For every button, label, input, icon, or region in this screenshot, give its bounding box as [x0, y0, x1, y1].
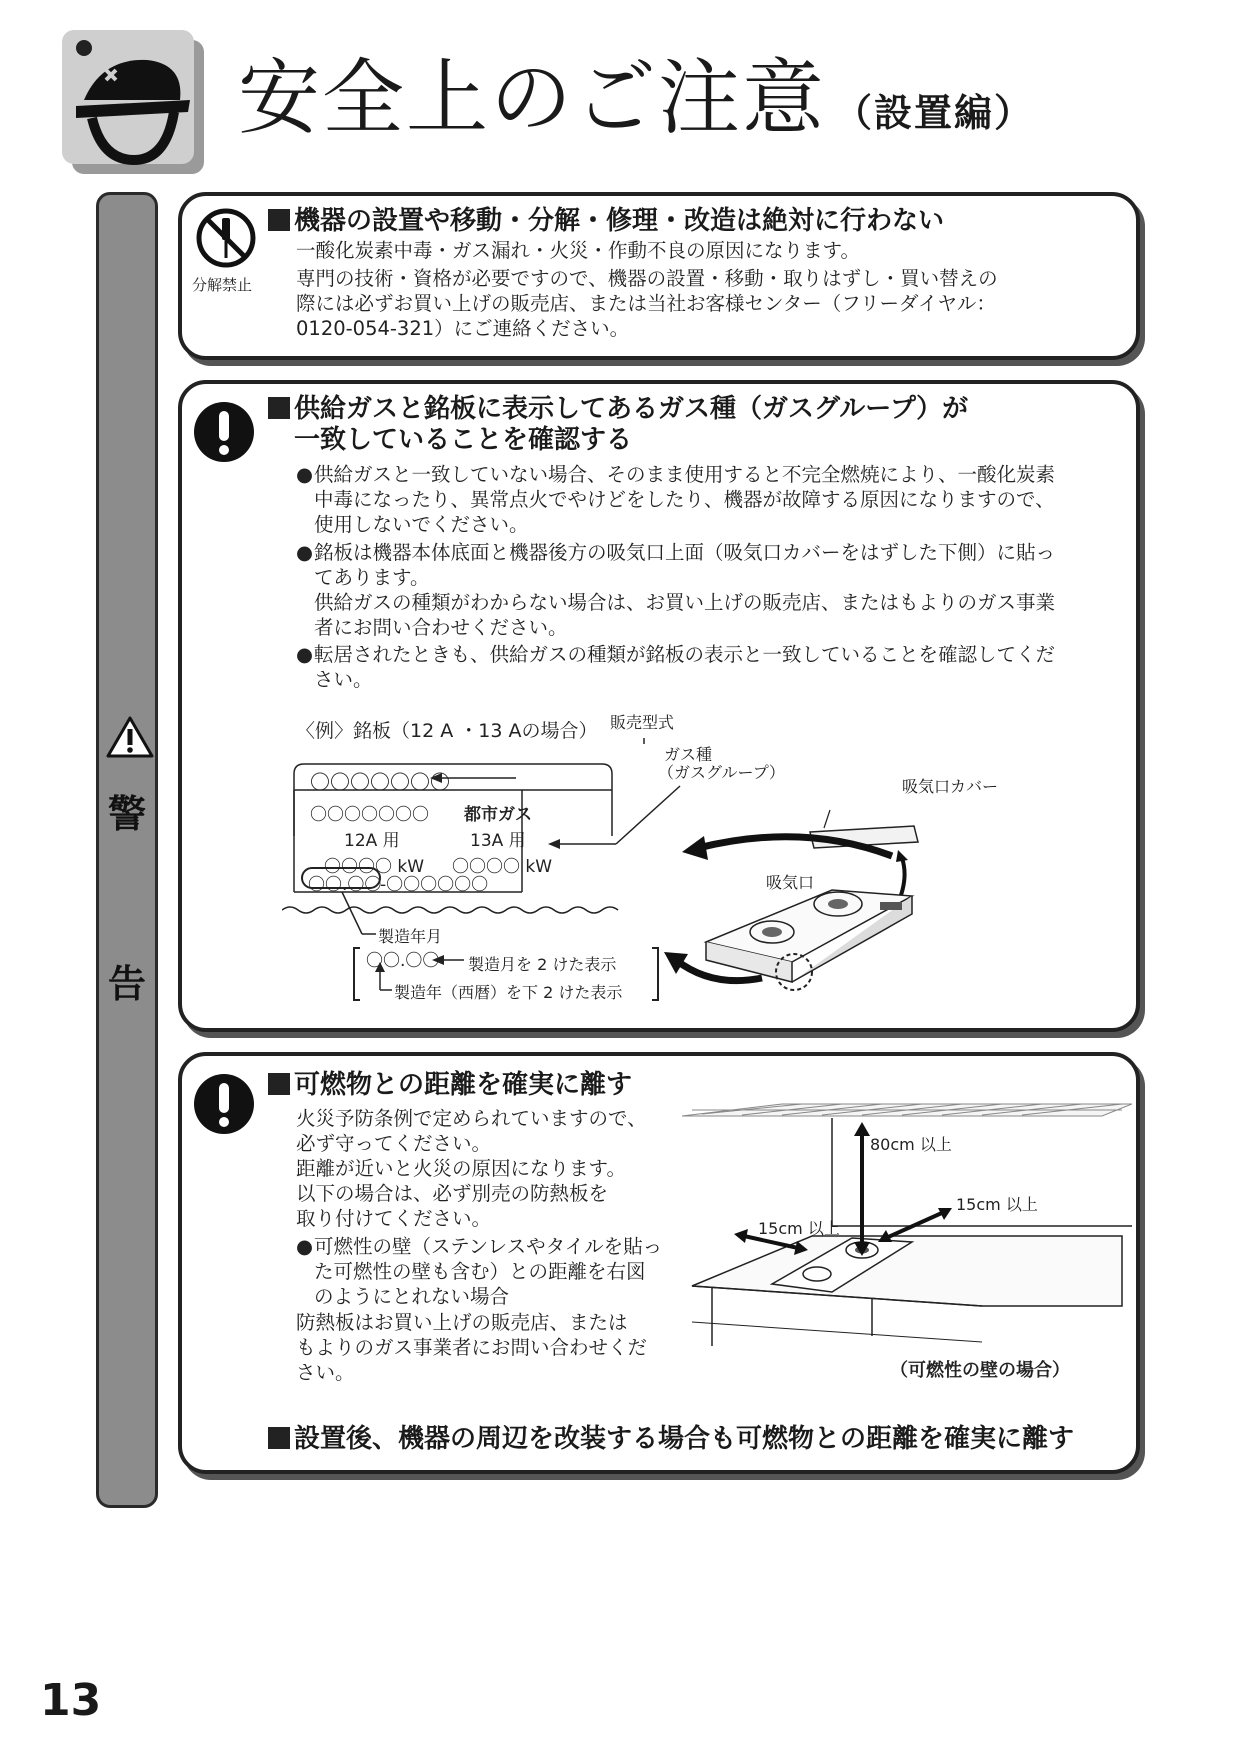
no-disassembly-label: 分解禁止	[192, 276, 253, 294]
warning-triangle-icon	[105, 715, 155, 759]
plate-row2-right: 都市ガス	[464, 805, 532, 825]
box3-heading-text: 可燃物との距離を確実に離す	[294, 1070, 633, 1100]
box3-line: 必ず守ってください。	[296, 1132, 492, 1155]
bullet-line: 中毒になったり、異常点火でやけどをしたり、機器が故障する原因になりますので、	[314, 488, 1055, 511]
label-month: 製造月を 2 けた表示	[468, 955, 617, 974]
page-title	[238, 51, 1035, 146]
heading-square-icon	[268, 397, 290, 419]
bullet-line: 転居されたときも、供給ガスの種類が銘板の表示と一致していることを確認してくだ	[314, 643, 1056, 666]
plate-row2-left: 〇〇〇〇〇〇〇	[310, 805, 429, 825]
box3-line: さい。	[296, 1361, 355, 1384]
example-title: 〈例〉銘板（12 A ・13 Aの場合）	[296, 720, 598, 742]
plate-date-code: 〇〇.〇〇	[308, 875, 382, 895]
plate-serial: -〇〇〇〇〇〇	[380, 875, 489, 895]
box2-bullet	[296, 540, 1056, 640]
box3-footer-heading	[268, 1424, 1074, 1455]
box1-body	[296, 238, 998, 341]
stove-intake-drawing	[642, 792, 1042, 1002]
bullet-line: 銘板は機器本体底面と機器後方の吸気口上面（吸気口カバーをはずした下側）に貼っ	[314, 541, 1056, 564]
box1-line: 専門の技術・資格が必要ですので、機器の設置・移動・取りはずし・買い替えの	[296, 267, 998, 290]
exclamation-icon	[192, 400, 256, 464]
plate-row4-right: 〇〇〇〇 kW	[452, 857, 553, 877]
warning-box-disassembly	[178, 192, 1140, 360]
plate-row3-left: 12A 用	[344, 831, 400, 851]
box2-bullet	[296, 642, 1056, 692]
bullet-line: さい。	[314, 668, 373, 691]
page-number: 13	[40, 1675, 102, 1726]
box2-heading-line1: 供給ガスと銘板に表示してあるガス種（ガスグループ）が	[294, 394, 969, 424]
box3-heading	[268, 1070, 632, 1101]
bullet-line: 可燃性の壁（ステンレスやタイルを貼っ	[314, 1235, 663, 1258]
heading-square-icon	[268, 1427, 290, 1449]
label-clearance-right: 15cm 以上	[956, 1195, 1038, 1214]
sidebar-char-2: 告	[107, 962, 146, 1006]
exclamation-icon	[192, 1072, 256, 1136]
bullet-line: てあります。	[314, 566, 430, 589]
box3-line: 以下の場合は、必ず別売の防熱板を	[296, 1182, 609, 1205]
bullet-mark: ●	[296, 463, 314, 486]
box3-bullet	[296, 1234, 663, 1309]
bullet-mark: ●	[296, 541, 314, 564]
safety-helmet-icon	[62, 30, 206, 176]
heading-square-icon	[268, 1073, 290, 1095]
box1-heading	[268, 206, 944, 237]
label-gas-type: ガス種	[664, 745, 713, 764]
plate-model-code: 〇〇〇〇〇〇〇	[310, 770, 450, 794]
bullet-line: のようにとれない場合	[314, 1285, 510, 1308]
bullet-line: 使用しないでください。	[314, 513, 529, 536]
box2-bullet	[296, 462, 1056, 537]
label-mfg-date: 製造年月	[378, 927, 443, 946]
plate-row4-left: 〇〇〇〇 kW	[324, 857, 425, 877]
box1-heading-text: 機器の設置や移動・分解・修理・改造は絶対に行わない	[294, 206, 945, 236]
label-year: 製造年（西暦）を下 2 けた表示	[394, 983, 623, 1002]
heading-square-icon	[268, 209, 290, 231]
box3-line: 火災予防条例で定められていますので、	[296, 1107, 647, 1130]
box3-line: 取り付けてください。	[296, 1207, 492, 1230]
box3-body	[296, 1106, 647, 1231]
warning-box-combustibles	[178, 1052, 1140, 1474]
box3-footer-heading-text: 設置後、機器の周辺を改装する場合も可燃物との距離を確実に離す	[294, 1424, 1075, 1454]
bullet-line: 供給ガスと一致していない場合、そのまま使用すると不完全燃焼により、一酸化炭素	[314, 463, 1056, 486]
box1-line: 0120-054-321）にご連絡ください。	[296, 317, 630, 340]
box2-heading-line2: 一致していることを確認する	[294, 425, 633, 455]
box3-line: 防熱板はお買い上げの販売店、または	[296, 1311, 628, 1334]
page-title-text: 安全上のご注意	[238, 51, 827, 146]
warning-sidebar	[96, 192, 158, 1508]
bullet-line: た可燃性の壁も含む）との距離を右図	[314, 1260, 646, 1283]
clearance-caption: （可燃性の壁の場合）	[890, 1360, 1070, 1381]
label-clearance-left: 15cm 以上	[758, 1219, 840, 1238]
box3-line: 距離が近いと火災の原因になります。	[296, 1157, 626, 1180]
warning-box-gas-type	[178, 380, 1140, 1032]
bullet-mark: ●	[296, 1235, 314, 1258]
bullet-mark: ●	[296, 643, 314, 666]
box1-line: 一酸化炭素中毒・ガス漏れ・火災・作動不良の原因になります。	[296, 239, 860, 262]
label-intake-cover: 吸気口カバー	[902, 777, 999, 796]
box3-body-2	[296, 1310, 647, 1385]
date-code: 〇〇.〇〇	[366, 951, 440, 971]
box2-heading	[268, 394, 968, 425]
arrow-model	[548, 736, 658, 768]
page-subtitle: （設置編）	[834, 91, 1035, 135]
label-model: 販売型式	[610, 713, 675, 732]
sidebar-char-1: 警	[107, 792, 146, 836]
label-gas-group: （ガスグループ）	[658, 763, 785, 782]
label-clearance-top: 80cm 以上	[870, 1135, 952, 1154]
box3-line: もよりのガス事業者にお問い合わせくだ	[296, 1336, 648, 1359]
bullet-line: 供給ガスの種類がわからない場合は、お買い上げの販売店、またはもよりのガス事業	[314, 591, 1056, 614]
label-intake: 吸気口	[766, 873, 815, 892]
box1-line: 際には必ずお買い上げの販売店、または当社お客様センター（フリーダイヤル：	[296, 292, 996, 315]
bullet-line: 者にお問い合わせください。	[314, 616, 568, 639]
plate-row3-right: 13A 用	[470, 831, 526, 851]
no-disassembly-icon	[194, 206, 258, 270]
